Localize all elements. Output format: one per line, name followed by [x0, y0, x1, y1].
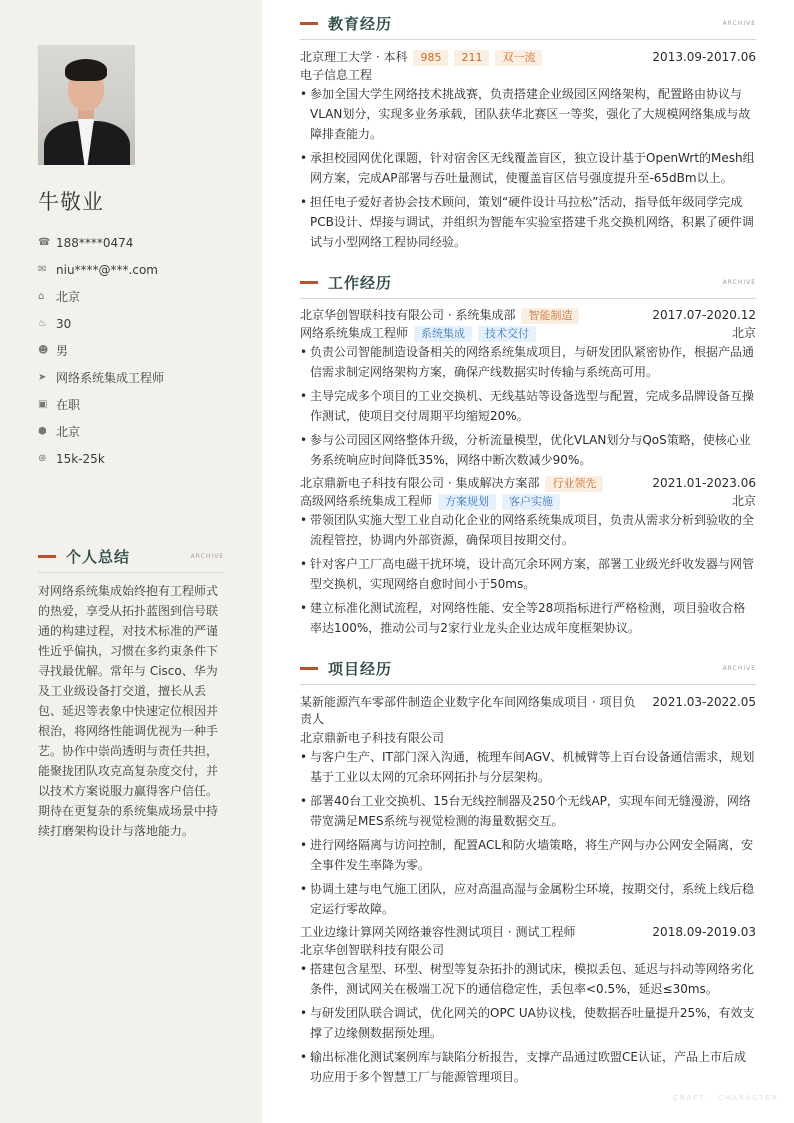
- cake-icon: ♨: [38, 318, 47, 329]
- project-period: 2021.03-2022.05: [652, 695, 756, 709]
- list-item: • 担任电子爱好者协会技术顾问，策划“硬件设计马拉松”活动，指导低年级同学完成PCB设计、焊接与调试，并组织为智能车实验室搭建千兆交换机网络，积累了硬件调试与小型网络工程协同经验。: [300, 192, 756, 252]
- job-city: 北京: [731, 494, 756, 508]
- job-period: 2017.07-2020.12: [652, 308, 756, 322]
- phone-icon: ☎: [38, 237, 51, 248]
- school-tag: 985: [413, 50, 448, 66]
- project-bullets: [300, 959, 756, 1091]
- school-tag: 211: [454, 50, 489, 66]
- list-item: • 负责公司智能制造设备相关的网络系统集成项目，与研发团队紧密协作，根据产品通信需求制定网络架构方案，确保产线数据实时传输与系统高可用。: [300, 342, 756, 382]
- mail-icon: ✉: [38, 264, 47, 275]
- project-bullets: [300, 747, 756, 923]
- profile-photo: [38, 45, 135, 165]
- company-tag: 智能制造: [521, 308, 579, 324]
- list-item: • 针对客户工厂高电磁干扰环境，设计高冗余环网方案，部署工业级光纤收发器与网管型交换机，实现网络自愈时间小于50ms。: [300, 554, 756, 594]
- role-tag: 系统集成: [414, 326, 472, 342]
- list-item: • 搭建包含星型、环型、树型等复杂拓扑的测试床，模拟丢包、延迟与抖动等网络劣化条件，测试网关在极端工况下的通信稳定性，丢包率<0.5%，延迟≤30ms。: [300, 959, 756, 999]
- project-name: 工业边缘计算网关网络兼容性测试项目 · 测试工程师: [300, 925, 576, 939]
- job-row: [300, 475, 756, 492]
- list-item: • 输出标准化测试案例库与缺陷分析报告，支撑产品通过欧盟CE认证，产品上市后成功应用于多个智慧工厂与能源管理项目。: [300, 1047, 756, 1087]
- contact-age: ♨ 30: [38, 316, 72, 331]
- list-item: • 与研发团队联合调试，优化网关的OPC UA协议栈，使数据吞吐量提升25%，有效支撑了边缘侧数据预处理。: [300, 1003, 756, 1043]
- project-row: [300, 694, 756, 728]
- list-item: • 建立标准化测试流程，对网络性能、安全等28项指标进行严格检测，项目验收合格率达100%，推动公司与2家行业龙头企业达成年度框架协议。: [300, 598, 756, 638]
- education-period: 2013.09-2017.06: [652, 50, 756, 64]
- job-role-row: [300, 493, 756, 510]
- project-name: 某新能源汽车零部件制造企业数字化车间网络集成项目 · 项目负责人: [300, 695, 636, 726]
- money-icon: ⊛: [38, 453, 47, 464]
- project-row: [300, 924, 756, 941]
- projects-heading: 项目经历 ARCHIVE: [300, 658, 756, 679]
- job-period: 2021.01-2023.06: [652, 476, 756, 490]
- job-role-row: [300, 325, 756, 342]
- contact-home: ⌂ 北京: [38, 290, 81, 304]
- footer-watermark: CRAFT · CHARACTER: [673, 1094, 779, 1102]
- list-item: • 参加全国大学生网络技术挑战赛，负责搭建企业级园区网络架构，配置路由协议与VLAN划分，实现多业务承载，团队获华北赛区一等奖，强化了大规模网络集成与故障排查能力。: [300, 84, 756, 144]
- summary-heading: 个人总结 ARCHIVE: [38, 546, 224, 567]
- summary-text: 对网络系统集成始终抱有工程师式的热爱，享受从拓扑蓝图到信号联通的构建过程，对技术标准的严谨性近乎偏执，习惯在多约束条件下寻找最优解。常年与 Cisco、华为及工业级设备打交道，擅长从丢包、延迟等表象中快速定位根因并根治，将网络性能调优视为一种手艺。协作中崇尚透明与责任共担，能聚拢团队攻克高复杂度交付，并以技术方案说服力赢得客户信任。期待在更复杂的系统集成场景中持续打磨架构设计与落地能力。: [38, 584, 219, 838]
- job-city: 北京: [731, 326, 756, 340]
- role-tag: 技术交付: [478, 326, 536, 342]
- person-icon: ☻: [38, 345, 49, 356]
- contact-gender: ☻ 男: [38, 344, 69, 358]
- job-role: 网络系统集成工程师: [300, 326, 409, 340]
- project-company: 北京鼎新电子科技有限公司: [300, 731, 445, 745]
- school-tag: 双一流: [495, 50, 542, 66]
- company-name: 北京华创智联科技有限公司 · 系统集成部: [300, 308, 516, 322]
- job-bullets: [300, 342, 756, 474]
- project-company-row: [300, 942, 756, 959]
- list-item: • 部署40台工业交换机、15台无线控制器及250个无线AP，实现车间无缝漫游，网络带宽满足MES系统与视觉检测的海量数据交互。: [300, 791, 756, 831]
- job-role: 高级网络系统集成工程师: [300, 494, 433, 508]
- contact-salary: ⊛ 15k-25k: [38, 451, 105, 466]
- job-bullets: [300, 510, 756, 642]
- summary-divider: [38, 572, 224, 573]
- role-tag: 方案规划: [438, 494, 496, 510]
- contact-location: ⬢ 北京: [38, 425, 81, 439]
- work-divider: [300, 298, 756, 299]
- major: 电子信息工程: [300, 68, 373, 82]
- project-period: 2018.09-2019.03: [652, 925, 756, 939]
- list-item: • 承担校园网优化课题，针对宿舍区无线覆盖盲区，独立设计基于OpenWrt的Mesh组网方案，完成AP部署与吞吐量测试，使覆盖盲区信号强度提升至-65dBm以上。: [300, 148, 756, 188]
- briefcase-icon: ▣: [38, 399, 48, 410]
- list-item: • 带领团队实施大型工业自动化企业的网络系统集成项目，负责从需求分析到验收的全流程管控，协调内外部资源，确保项目按期交付。: [300, 510, 756, 550]
- role-tag: 客户实施: [502, 494, 560, 510]
- contact-position: ➤ 网络系统集成工程师: [38, 371, 165, 385]
- location-icon: ⬢: [38, 426, 47, 437]
- project-company: 北京华创智联科技有限公司: [300, 943, 445, 957]
- candidate-name: 牛敬业: [38, 190, 104, 214]
- contact-email: ✉ niu****@***.com: [38, 262, 158, 277]
- list-item: • 协调土建与电气施工团队，应对高温高湿与金属粉尘环境，按期交付，系统上线后稳定运行零故障。: [300, 879, 756, 919]
- education-bullets: [300, 84, 756, 256]
- contact-list: [38, 229, 164, 472]
- home-icon: ⌂: [38, 291, 45, 302]
- school-name: 北京理工大学 · 本科: [300, 50, 408, 64]
- send-icon: ➤: [38, 372, 47, 383]
- list-item: • 主导完成多个项目的工业交换机、无线基站等设备选型与配置，完成多品牌设备互操作测试，使项目交付周期平均缩短20%。: [300, 386, 756, 426]
- project-company-row: [300, 730, 756, 747]
- company-name: 北京鼎新电子科技有限公司 · 集成解决方案部: [300, 476, 540, 490]
- contact-status: ▣ 在职: [38, 398, 81, 412]
- education-row: [300, 49, 756, 66]
- education-major-row: [300, 67, 756, 84]
- education-divider: [300, 39, 756, 40]
- company-tag: 行业领先: [545, 476, 603, 492]
- work-heading: 工作经历 ARCHIVE: [300, 272, 756, 293]
- list-item: • 进行网络隔离与访问控制，配置ACL和防火墙策略，将生产网与办公网安全隔离，安全事件发生率降为零。: [300, 835, 756, 875]
- job-row: [300, 307, 756, 324]
- list-item: • 与客户生产、IT部门深入沟通，梳理车间AGV、机械臂等上百台设备通信需求，规划基于工业以太网的冗余环网拓扑与分层架构。: [300, 747, 756, 787]
- projects-divider: [300, 684, 756, 685]
- contact-phone: ☎ 188****0474: [38, 235, 134, 250]
- education-heading: 教育经历 ARCHIVE: [300, 13, 756, 34]
- list-item: • 参与公司园区网络整体升级，分析流量模型，优化VLAN划分与QoS策略，使核心业务系统响应时间降低35%，网络中断次数减少90%。: [300, 430, 756, 470]
